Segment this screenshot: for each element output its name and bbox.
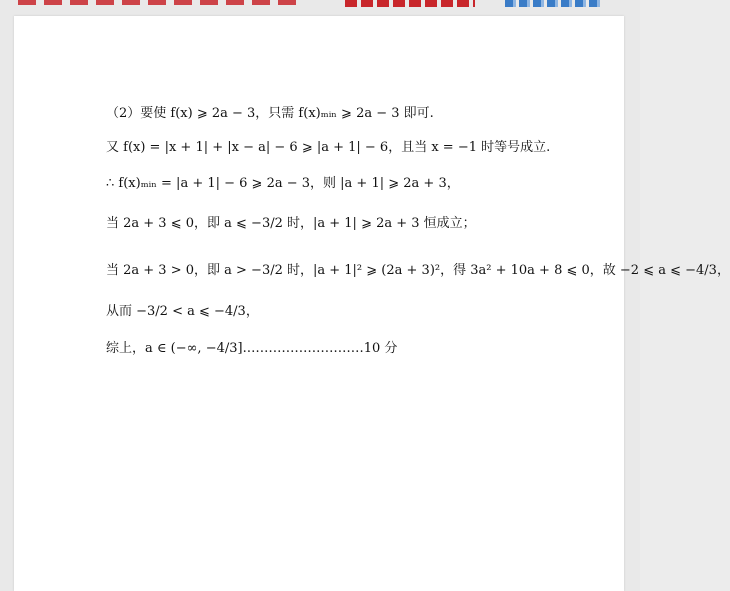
- top-banner: [0, 0, 640, 10]
- banner-red-graphic-left: [18, 0, 298, 5]
- banner-blue-logo: [505, 0, 600, 7]
- banner-red-graphic-middle: [345, 0, 475, 7]
- solution-line-5: 当 2a + 3 > 0，即 a > −3/2 时，|a + 1|² ⩾ (2a + 3)²，得 3a² + 10a + 8 ⩽ 0，故 −2 ⩽ a ⩽ −4/3，: [106, 263, 730, 278]
- solution-text: [14, 16, 730, 591]
- solution-line-3: ∴ f(x)ₘᵢₙ = |a + 1| − 6 ⩾ 2a − 3，则 |a + 1| ⩾ 2a + 3，: [106, 176, 460, 191]
- document-page: [14, 16, 730, 591]
- solution-line-6: 从而 −3/2 < a ⩽ −4/3，: [106, 304, 259, 319]
- solution-line-2: 又 f(x) = |x + 1| + |x − a| − 6 ⩾ |a + 1| − 6，且当 x = −1 时等号成立.: [106, 140, 551, 155]
- solution-line-7: 综上，a ∈ (−∞, −4/3].………………………10 分: [106, 341, 398, 356]
- solution-line-4: 当 2a + 3 ⩽ 0，即 a ⩽ −3/2 时，|a + 1| ⩾ 2a + 3 恒成立；: [106, 216, 476, 231]
- solution-line-1: （2）要使 f(x) ⩾ 2a − 3，只需 f(x)ₘᵢₙ ⩾ 2a − 3 即可.: [106, 106, 434, 121]
